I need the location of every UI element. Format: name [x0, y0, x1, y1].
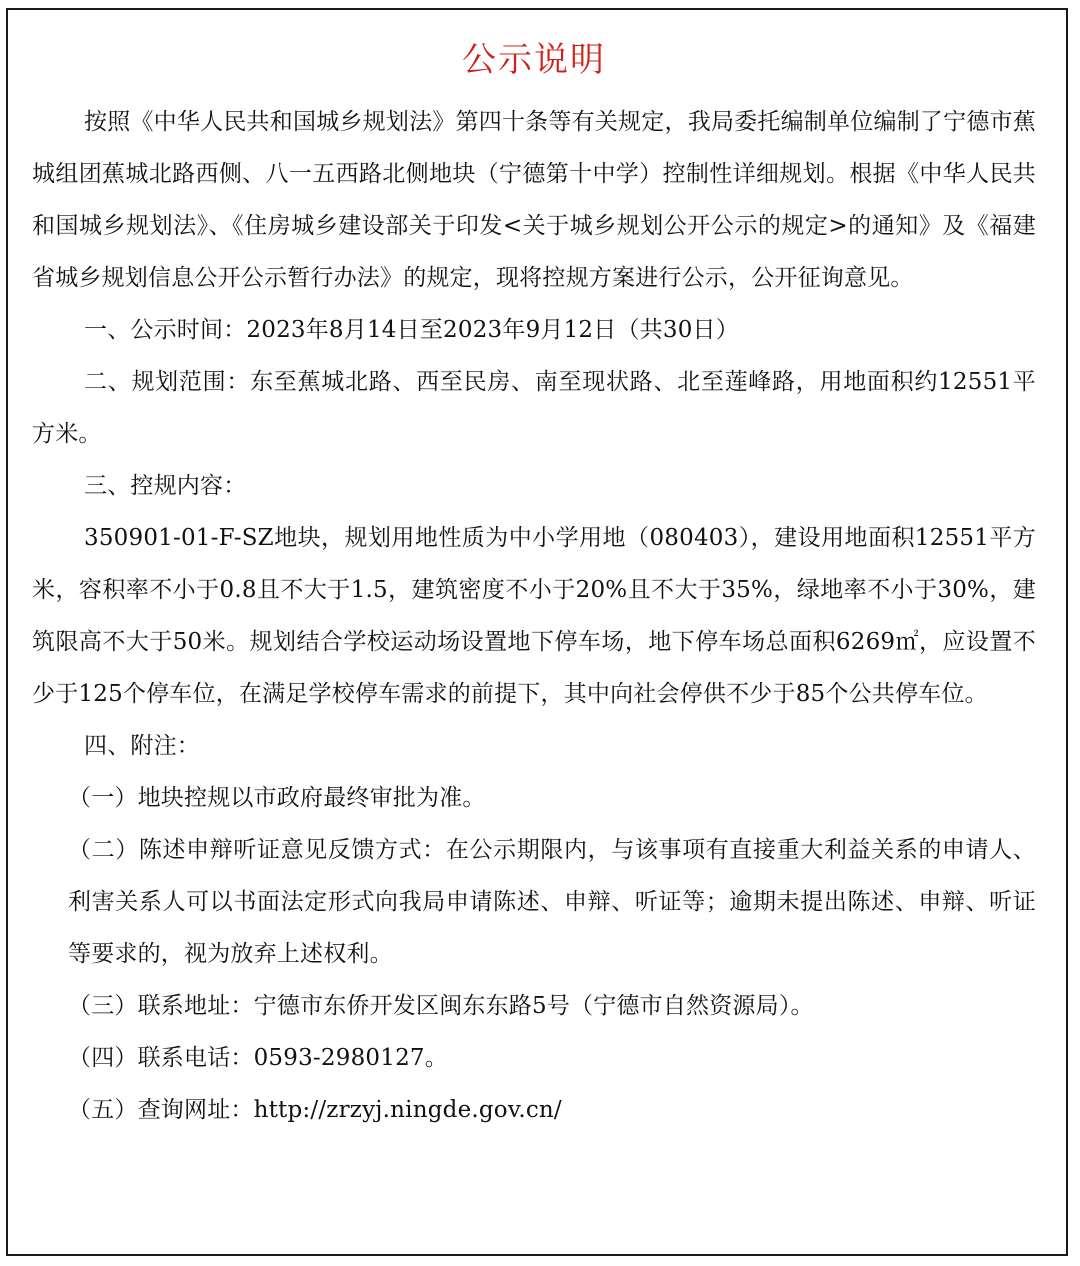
section-publicity-time: 一、公示时间：2023年8月14日至2023年9月12日（共30日） — [84, 317, 739, 343]
section-content-heading: 三、控规内容： — [84, 473, 247, 499]
section-planning-scope: 二、规划范围：东至蕉城北路、西至民房、南至现状路、北至莲峰路，用地面积约12551平方米。 — [32, 369, 1036, 447]
section-notes-heading: 四、附注： — [84, 733, 200, 759]
note-contact-phone: （四）联系电话：0593-2980127。 — [68, 1045, 448, 1071]
section-content-body: 350901-01-F-SZ地块，规划用地性质为中小学用地（080403），建设用地面积12551平方米，容积率不小于0.8且不大于1.5，建筑密度不小于20%且不大于35%，绿地率不小于30%，建筑限高不大于50米。规划结合学校运动场设置地下停车场，地下停车场总面积6269㎡，应设置不少于125个停车位，在满足学校停车需求的前提下，其中向社会停供不少于85个公共停车位。 — [32, 525, 1036, 707]
note-query-website: （五）查询网址：http://zrzyj.ningde.gov.cn/ — [68, 1097, 562, 1123]
note-approval: （一）地块控规以市政府最终审批为准。 — [68, 785, 486, 811]
document-frame — [6, 8, 1068, 1256]
intro-paragraph: 按照《中华人民共和国城乡规划法》第四十条等有关规定，我局委托编制单位编制了宁德市蕉城组团蕉城北路西侧、八一五西路北侧地块（宁德第十中学）控制性详细规划。根据《中华人民共和国城乡规划法》、《住房城乡建设部关于印发<关于城乡规划公开公示的规定>的通知》及《福建省城乡规划信息公开公示暂行办法》的规定，现将控规方案进行公示，公开征询意见。 — [32, 109, 1036, 291]
document-body — [32, 10, 1036, 1136]
note-feedback-method: （二）陈述申辩听证意见反馈方式：在公示期限内，与该事项有直接重大利益关系的申请人、利害关系人可以书面法定形式向我局申请陈述、申辩、听证等；逾期未提出陈述、申辩、听证等要求的，视为放弃上述权利。 — [68, 837, 1036, 967]
document-title: 公示说明 — [462, 40, 606, 80]
note-contact-address: （三）联系地址：宁德市东侨开发区闽东东路5号（宁德市自然资源局）。 — [68, 993, 814, 1019]
